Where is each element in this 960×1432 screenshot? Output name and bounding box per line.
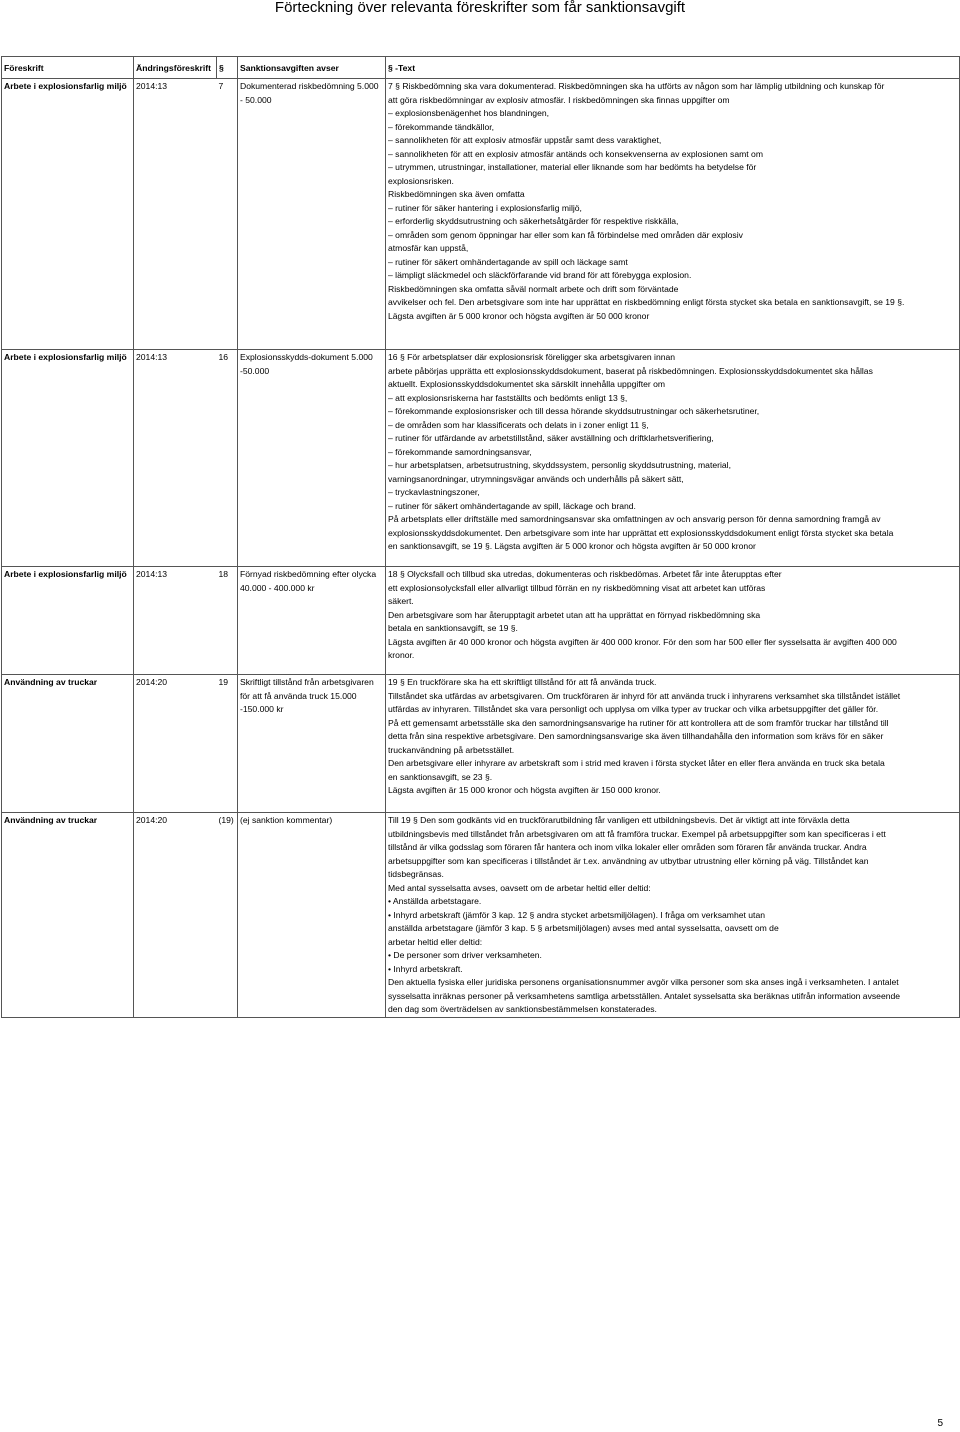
text-line: Riskbedömningen ska även omfatta: [388, 189, 525, 199]
text-line: – rutiner för säkert omhändertagande av spill, läckage och brand.: [388, 500, 636, 511]
table-row: [2, 813, 960, 1018]
text-line: Lägsta avgiften är 5 000 kronor och högsta avgiften är 50 000 kronor: [388, 310, 650, 321]
text-line: tillstånd är vilka godsslag som föraren får hantera och inom vilka lokaler eller områden som föraren får använda truckar. Andra: [388, 842, 867, 852]
cell-andring: 2014:13: [134, 567, 217, 675]
text-line: en sanktionsavgift, se 19 §. Lägsta avgiften är 5 000 kronor och högsta avgiften är 50 000 kronor: [388, 541, 756, 551]
text-line: arbete påbörjas upprätta ett explosionsskyddsdokument, baserat på riskbedömningen. Explosionsskyddsdokumentet ska hållas: [388, 365, 873, 376]
header-andringsforeskrift: Ändringsföreskrift: [134, 57, 217, 79]
page-number: 5: [937, 1418, 943, 1429]
text-line: – erforderlig skyddsutrustning och säkerhetsåtgärder för respektive riskkälla,: [388, 216, 679, 226]
text-line: detta från sina respektive arbetsgivare. Den samordningsansvarige ska även tillhandahålla den information som krävs för en säker: [388, 731, 884, 741]
cell-andring: 2014:13: [134, 79, 217, 350]
header-section: §: [217, 57, 238, 79]
text-line: – hur arbetsplatsen, arbetsutrustning, skyddssystem, personlig skyddsutrustning, material,: [388, 460, 731, 470]
text-line: explosionsrisken.: [388, 175, 454, 186]
text-line: Lägsta avgiften är 40 000 kronor och högsta avgiften är 400 000 kronor. För den som har 500 eller fler sysselsatta är avgiften 400 000: [388, 636, 897, 647]
text-line: – förekommande explosionsrisker och till dessa hörande skyddsutrustningar och säkerhetsrutiner,: [388, 406, 760, 416]
text-line: Den arbetsgivare eller inhyrare av arbetskraft som i strid med kraven i första stycket låter en eller flera använda en truck ska betala: [388, 758, 885, 768]
text-line: På ett gemensamt arbetsställe ska den samordningsansvarige ha rutiner för att kontrollera att de som framför truckar har tillstånd till: [388, 717, 889, 728]
text-line: truckanvändning på arbetsstället.: [388, 744, 515, 755]
text-line: Den aktuella fysiska eller juridiska personens organisationsnummer avgör vilka personer som ska anses ingå i verksamheten. I antalet: [388, 977, 899, 987]
text-line: ett explosionsolycksfall eller allvarligt tillbud förrän en ny riskbedömning visat att arbetet kan utföras: [388, 582, 766, 593]
text-line: Till 19 § Den som godkänts vid en truckförarutbildning får vanligen ett utbildningsbevis. Det är viktigt att inte förväxla detta: [388, 815, 850, 825]
cell-andring: 2014:20: [134, 675, 217, 813]
text-line: arbetsuppgifter som kan specificeras i tillståndet är t.ex. användning av utbytbar utrustning eller körning på väg. Tillståndet kan: [388, 855, 869, 866]
text-line: kronor.: [388, 650, 415, 660]
text-line: – förekommande samordningsansvar,: [388, 446, 532, 457]
text-line: – sannolikheten för att en explosiv atmosfär antänds och konsekvenserna av explosionen samt om: [388, 148, 763, 159]
text-line: Den arbetsgivare som har återupptagit arbetet utan att ha upprättat en förnyad riskbedömning ska: [388, 609, 761, 620]
text-line: Riskbedömningen ska omfatta såväl normalt arbete och drift som förväntade: [388, 283, 679, 294]
text-line: – rutiner för säker hantering i explosionsfarlig miljö,: [388, 202, 582, 213]
cell-andring: 2014:13: [134, 350, 217, 567]
text-line: avvikelser och fel. Den arbetsgivare som inte har upprättat en riskbedömning enligt första stycket ska betala en sanktionsavgift, se 19 §.: [388, 297, 905, 307]
cell-section: 16: [217, 350, 238, 567]
text-line: • De personer som driver verksamheten.: [388, 950, 542, 960]
cell-avser: Explosionsskydds-dokument 5.000 -50.000: [238, 350, 386, 567]
cell-section: (19): [217, 813, 238, 1018]
text-line: – rutiner för säkert omhändertagande av spill och läckage samt: [388, 256, 628, 267]
cell-foreskrift: Användning av truckar: [2, 675, 134, 813]
cell-section: 19: [217, 675, 238, 813]
text-line: – områden som genom öppningar har eller som kan få förbindelse med områden där explosiv: [388, 229, 743, 240]
cell-text: [386, 813, 960, 1018]
text-line: 19 § En truckförare ska ha ett skriftligt tillstånd för att få använda truck.: [388, 677, 657, 687]
cell-avser: Förnyad riskbedömning efter olycka 40.000 - 400.000 kr: [238, 567, 386, 675]
cell-foreskrift: Användning av truckar: [2, 813, 134, 1018]
text-line: På arbetsplats eller driftställe med samordningsansvar ska omfattningen av och ansvarig person för denna samordning framgå av: [388, 514, 881, 524]
cell-section: 18: [217, 567, 238, 675]
cell-avser: (ej sanktion kommentar): [238, 813, 386, 1018]
table-row: [2, 567, 960, 675]
text-line: – utrymmen, utrustningar, installationer, material eller liknande som har bedömts ha betydelse för: [388, 162, 757, 172]
cell-text: [386, 567, 960, 675]
text-line: en sanktionsavgift, se 23 §.: [388, 771, 493, 782]
text-line: anställda arbetstagare (jämför 3 kap. 5 § arbetsmiljölagen) avses med antal sysselsatta, oavsett om de: [388, 923, 779, 933]
cell-text: [386, 79, 960, 350]
cell-text: [386, 350, 960, 567]
text-line: Tillståndet ska utfärdas av arbetsgivaren. Om truckföraren är inhyrd för att använda truck i inhyrarens verksamhet ska tillståndet istället: [388, 690, 901, 701]
text-line: 7 § Riskbedömning ska vara dokumenterad. Riskbedömningen ska ha utförts av någon som har lämplig utbildning och kunskap för: [388, 81, 885, 91]
text-line: • Anställda arbetstagare.: [388, 896, 482, 906]
header-sanktion: Sanktionsavgiften avser: [238, 57, 386, 79]
text-line: utbildningsbevis med tillståndet från arbetsgivaren om att få framföra truckar. Exempel på arbetsuppgifter som kan specificeras i ett: [388, 828, 886, 839]
table-row: [2, 350, 960, 567]
text-line: att göra riskbedömningar av explosiv atmosfär. I riskbedömningen ska finnas uppgifter om: [388, 94, 730, 105]
text-line: 18 § Olycksfall och tillbud ska utredas, dokumenteras och riskbedömas. Arbetet får inte återupptas efter: [388, 569, 782, 579]
text-line: aktuellt. Explosionsskyddsdokumentet ska särskilt innehålla uppgifter om: [388, 379, 666, 389]
text-line: – rutiner för utfärdande av arbetstillstånd, säker avställning och driftklarhetsverifiering,: [388, 433, 714, 443]
cell-andring: 2014:20: [134, 813, 217, 1018]
text-line: • Inhyrd arbetskraft (jämför 3 kap. 12 § andra stycket arbetsmiljölagen). I fråga om verksamhet utan: [388, 909, 766, 920]
cell-avser: Dokumenterad riskbedömning 5.000 - 50.000: [238, 79, 386, 350]
text-line: – explosionsbenägenhet hos blandningen,: [388, 108, 550, 118]
text-line: atmosfär kan uppstå,: [388, 243, 469, 253]
text-line: explosionsskyddsdokumentet. Den arbetsgivare som inte har upprättat ett explosionsskyddsdokument enligt första stycket ska betala: [388, 527, 894, 538]
text-line: Lägsta avgiften är 15 000 kronor och högsta avgiften är 150 000 kronor.: [388, 785, 661, 795]
cell-text: [386, 675, 960, 813]
table-header-row: [2, 57, 960, 79]
header-foreskrift: Föreskrift: [2, 57, 134, 79]
text-line: • Inhyrd arbetskraft.: [388, 963, 463, 974]
cell-foreskrift: Arbete i explosionsfarlig miljö: [2, 79, 134, 350]
text-line: betala en sanktionsavgift, se 19 §.: [388, 623, 518, 633]
text-line: – förekommande tändkällor,: [388, 121, 495, 132]
regulation-table: [1, 56, 960, 1018]
cell-foreskrift: Arbete i explosionsfarlig miljö: [2, 350, 134, 567]
page-title: Förteckning över relevanta föreskrifter som får sanktionsavgift: [274, 0, 686, 16]
header-text: § -Text: [386, 57, 960, 79]
text-line: Med antal sysselsatta avses, oavsett om de arbetar heltid eller deltid:: [388, 882, 651, 893]
cell-foreskrift: Arbete i explosionsfarlig miljö: [2, 567, 134, 675]
text-line: sysselsatta inräknas personer på verksamhetens samtliga arbetsställen. Antalet sysselsatta ska beräknas utifrån information avseende: [388, 990, 901, 1001]
text-line: – tryckavlastningszoner,: [388, 487, 480, 497]
text-line: – sannolikheten för att explosiv atmosfär uppstår samt dess varaktighet,: [388, 135, 662, 145]
table-row: [2, 675, 960, 813]
text-line: – att explosionsriskerna har fastställts och bedömts enligt 13 §,: [388, 392, 628, 403]
text-line: utfärdas av inhyraren. Tillståndet ska vara personligt och upplysa om vilka typer av truckar och vilka arbetsuppgifter det gäller för.: [388, 704, 879, 714]
text-line: säkert.: [388, 596, 414, 606]
text-line: arbetar heltid eller deltid:: [388, 936, 483, 947]
text-line: tidsbegränsas.: [388, 869, 444, 879]
cell-avser: Skriftligt tillstånd från arbetsgivaren för att få använda truck 15.000 -150.000 kr: [238, 675, 386, 813]
text-line: varningsanordningar, utrymningsvägar används och underhålls på säkert sätt,: [388, 473, 684, 484]
text-line: 16 § För arbetsplatser där explosionsrisk föreligger ska arbetsgivaren innan: [388, 352, 676, 362]
text-line: den dag som överträdelsen av sanktionsbestämmelsen konstaterades.: [388, 1004, 657, 1014]
table-row: [2, 79, 960, 350]
cell-section: 7: [217, 79, 238, 350]
text-line: – lämpligt släckmedel och släckförfarande vid brand för att förebygga explosion.: [388, 270, 692, 280]
text-line: – de områden som har klassificerats och delats in i zoner enligt 11 §,: [388, 419, 649, 430]
